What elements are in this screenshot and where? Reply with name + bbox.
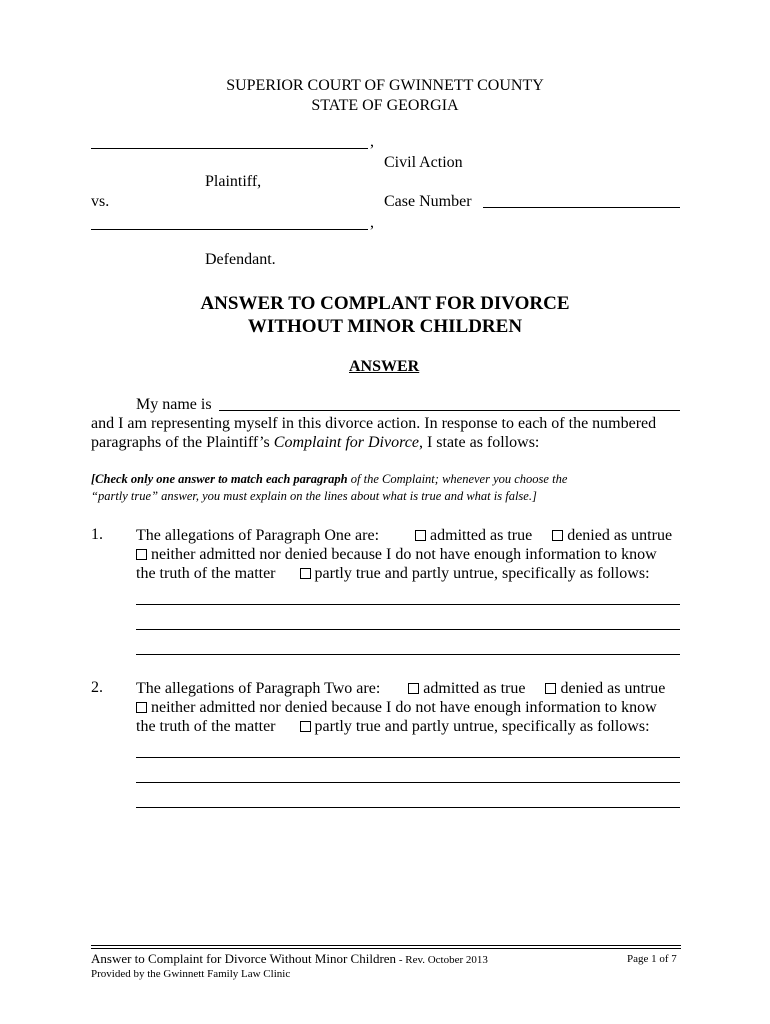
my-name-label: My name is — [136, 396, 212, 413]
footer-title — [91, 951, 488, 967]
denied-checkbox[interactable] — [552, 530, 563, 541]
instructions-line2: “partly true” answer, you must explain on the lines about what is true and what is false.] — [91, 489, 537, 503]
paragraph-number: 2. — [91, 679, 103, 696]
intro-line3 — [91, 434, 539, 452]
denied-label: denied as untrue — [567, 527, 673, 544]
paragraph-2-line2 — [136, 698, 657, 717]
page-number: Page 1 of 7 — [627, 953, 677, 965]
explanation-line[interactable] — [136, 654, 680, 655]
explanation-line[interactable] — [136, 629, 680, 630]
denied-checkbox[interactable] — [545, 683, 556, 694]
paragraph-1-line3 — [136, 564, 650, 583]
instructions-bold: [Check only one answer to match each paragraph — [91, 472, 348, 486]
vs-label: vs. — [91, 193, 110, 210]
explanation-line[interactable] — [136, 604, 680, 605]
plaintiff-comma: , — [370, 133, 374, 150]
neither-label: neither admitted nor denied because I do not have enough information to know — [151, 699, 657, 716]
my-name-line[interactable] — [219, 410, 680, 411]
explanation-line[interactable] — [136, 782, 680, 783]
explanation-line[interactable] — [136, 807, 680, 808]
admitted-label: admitted as true — [423, 680, 526, 697]
explanation-line[interactable] — [136, 757, 680, 758]
case-number-label: Case Number — [384, 193, 472, 210]
partly-label: partly true and partly untrue, specifically as follows: — [314, 718, 650, 735]
defendant-comma: , — [370, 214, 374, 231]
intro-line3-post: , I state as follows: — [418, 434, 540, 451]
footer-title-main: Answer to Complaint for Divorce Without Minor Children — [91, 951, 397, 966]
truth-label: the truth of the matter — [136, 718, 276, 735]
paragraph-1-line2 — [136, 545, 657, 564]
paragraph-number: 1. — [91, 526, 103, 543]
paragraph-2-line3 — [136, 717, 650, 736]
plaintiff-name-line[interactable] — [91, 148, 368, 149]
defendant-label: Defendant. — [205, 251, 276, 268]
paragraph-1-line1 — [136, 526, 672, 545]
partly-checkbox[interactable] — [300, 721, 311, 732]
footer-provided: Provided by the Gwinnett Family Law Clinic — [91, 968, 291, 980]
instructions-line1 — [91, 472, 567, 487]
intro-line3-pre: paragraphs of the Plaintiff’s — [91, 434, 274, 451]
denied-label: denied as untrue — [560, 680, 666, 697]
neither-label: neither admitted nor denied because I do not have enough information to know — [151, 546, 657, 563]
partly-checkbox[interactable] — [300, 568, 311, 579]
truth-label: the truth of the matter — [136, 565, 276, 582]
complaint-title: Complaint for Divorce — [273, 434, 419, 451]
intro-line2: and I am representing myself in this divorce action. In response to each of the numbered — [91, 415, 657, 432]
document-title-line2: WITHOUT MINOR CHILDREN — [247, 316, 523, 337]
paragraph-lead: The allegations of Paragraph Two are: — [136, 680, 381, 697]
footer-rev: - Rev. October 2013 — [396, 954, 488, 966]
court-name: SUPERIOR COURT OF GWINNETT COUNTY — [226, 77, 544, 94]
instructions-rest: of the Complaint; whenever you choose the — [347, 472, 568, 486]
defendant-name-line[interactable] — [91, 229, 368, 230]
footer-rule — [91, 948, 681, 949]
partly-label: partly true and partly untrue, specifically as follows: — [314, 565, 650, 582]
footer-rule — [91, 945, 681, 946]
neither-checkbox[interactable] — [136, 549, 147, 560]
admitted-checkbox[interactable] — [408, 683, 419, 694]
paragraph-2-line1 — [136, 679, 665, 698]
state-name: STATE OF GEORGIA — [311, 97, 459, 114]
civil-action-label: Civil Action — [384, 154, 463, 171]
case-number-line[interactable] — [483, 207, 680, 208]
admitted-checkbox[interactable] — [415, 530, 426, 541]
neither-checkbox[interactable] — [136, 702, 147, 713]
document-title-line1: ANSWER TO COMPLANT FOR DIVORCE — [200, 293, 570, 314]
plaintiff-label: Plaintiff, — [205, 173, 262, 190]
paragraph-lead: The allegations of Paragraph One are: — [136, 527, 380, 544]
admitted-label: admitted as true — [430, 527, 533, 544]
answer-heading: ANSWER — [349, 358, 420, 375]
